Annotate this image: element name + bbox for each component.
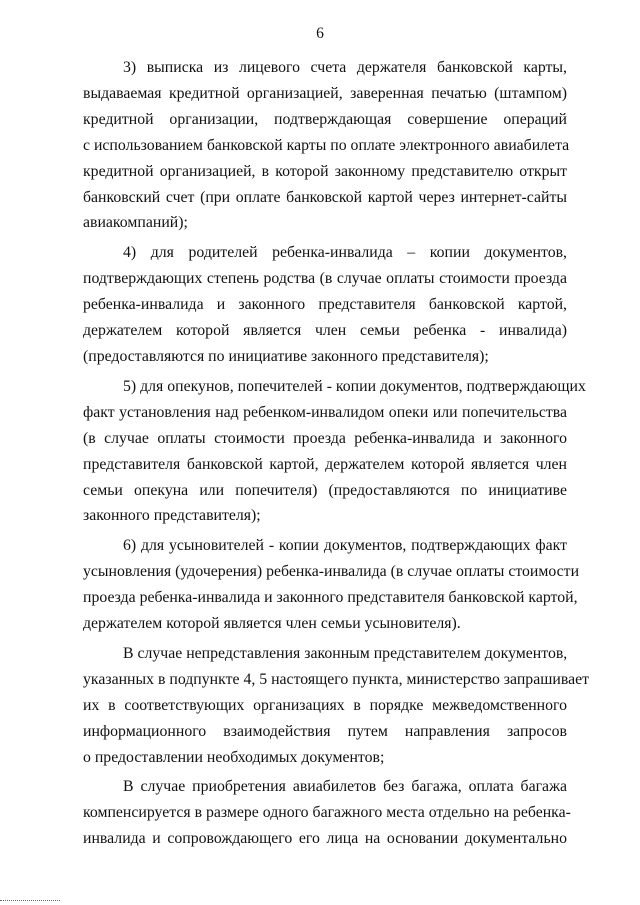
paragraph-item-5 <box>83 374 586 529</box>
paragraph-item-6 <box>83 533 580 637</box>
text-line: факт установления над ребенком-инвалидом опеки или попечительства <box>83 403 567 421</box>
text-line: семьи опекуна или попечителя) (предоставляются по инициативе <box>83 481 567 499</box>
text-line: ребенка-инвалида и законного представителя банковской картой, <box>83 296 567 314</box>
text-line: кредитной организацией, в которой законному представителю открыт <box>83 162 567 180</box>
text-line: информационного взаимодействия путем направления запросов <box>83 722 567 740</box>
text-line: указанных в подпункте 4, 5 настоящего пункта, министерство запрашивает <box>83 670 590 688</box>
text-line: В случае приобретения авиабилетов без багажа, оплата багажа <box>123 778 567 796</box>
text-line: законного представителя); <box>83 507 261 525</box>
text-line: усыновления (удочерения) ребенка-инвалида (в случае оплаты стоимости <box>83 563 580 581</box>
document-body <box>83 55 590 856</box>
text-line: банковский счет (при оплате банковской картой через интернет-сайты <box>83 188 567 206</box>
text-line: представителя банковской картой, держателем которой является член <box>83 455 567 473</box>
paragraph-item-3 <box>83 55 570 236</box>
text-line: с использованием банковской карты по оплате электронного авиабилета <box>83 136 570 154</box>
text-line: подтверждающих степень родства (в случае оплаты стоимости проезда <box>83 270 567 288</box>
text-line: 3) выписка из лицевого счета держателя банковской карты, <box>123 59 567 76</box>
text-line: выдаваемая кредитной организацией, заверенная печатью (штампом) <box>83 84 567 102</box>
text-line: (предоставляются по инициативе законного представителя); <box>83 347 489 365</box>
text-line: (в случае оплаты стоимости проезда ребенка-инвалида и законного <box>83 429 567 447</box>
footer-divider <box>0 900 60 901</box>
text-line: компенсируется в размере одного багажного места отдельно на ребенка- <box>83 804 571 822</box>
text-line: кредитной организации, подтверждающая совершение операций <box>83 110 567 128</box>
text-line: 6) для усыновителей - копии документов, подтверждающих факт <box>123 537 567 555</box>
paragraph-request-documents <box>83 641 590 771</box>
paragraph-item-4 <box>83 240 567 370</box>
text-line: инвалида и сопровождающего его лица на основании документально <box>83 830 567 848</box>
text-line: о предоставлении необходимых документов; <box>83 748 385 766</box>
text-line: 5) для опекунов, попечителей - копии документов, подтверждающих <box>123 377 586 395</box>
text-line: проезда ребенка-инвалида и законного представителя банковской картой, <box>83 589 578 607</box>
text-line: их в соответствующих организациях в порядке межведомственного <box>83 696 567 714</box>
paragraph-baggage <box>83 774 571 852</box>
text-line: авиакомпаний); <box>83 214 188 232</box>
page-number: 6 <box>316 25 324 42</box>
text-line: держателем которой является член семьи ребенка - инвалида) <box>83 322 567 340</box>
text-line: держателем которой является член семьи усыновителя). <box>83 615 461 633</box>
text-line: 4) для родителей ребенка-инвалида – копии документов, <box>123 244 567 262</box>
text-line: В случае непредставления законным представителем документов, <box>123 644 568 662</box>
